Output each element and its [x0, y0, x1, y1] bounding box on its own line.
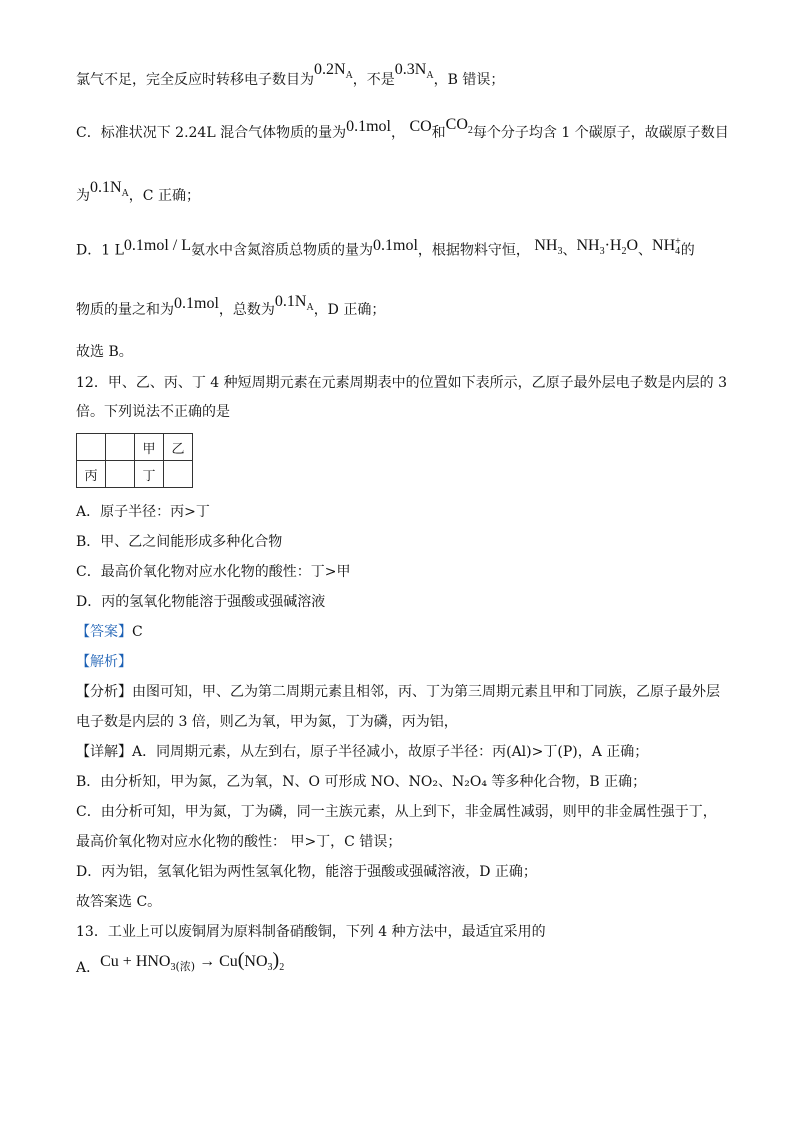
- math-0.1mol: 0.1mol: [174, 295, 219, 312]
- xiangjie-line-b: B．由分析知，甲为氮，乙为氧，N、O 可形成 NO、NO₂、N₂O₄ 等多种化合物，B 正确；: [76, 774, 647, 790]
- reaction-equation: $Cu + HNO_{3(浓)} \to Cu(NO_3)_2$: [100, 949, 285, 974]
- line-3: 为$0.1N_A$，C 正确；: [76, 179, 200, 204]
- xiangjie-line-c2: 最高价氧化物对应水化物的酸性： 甲>丁，C 错误；: [76, 834, 402, 850]
- answer-line: [76, 622, 143, 642]
- math-0.3NA: $0.3N_A$: [394, 61, 434, 82]
- math-0.1mol-per-L: 0.1mol / L: [123, 237, 191, 255]
- conclusion-line: 故选 B。: [76, 344, 133, 360]
- fenxi-line-1: 【分析】由图可知，甲、乙为第二周期元素且相邻，丙、丁为第三周期元素且甲和丁同族，乙原子最外层: [76, 684, 720, 700]
- cell-yi: 乙: [164, 434, 193, 461]
- math-NH4-plus: $NH_4^+$: [652, 236, 681, 258]
- math-NH3: $NH_3$: [534, 237, 563, 258]
- periodic-table-fragment: [76, 433, 193, 488]
- math-NH3-H2O: $NH_3\cdot H_2O$: [576, 237, 639, 258]
- analysis-tag: 【解析】: [76, 654, 132, 670]
- option-b: B．甲、乙之间能形成多种化合物: [76, 534, 283, 550]
- question-12-line-2: 倍。下列说法不正确的是: [76, 404, 230, 420]
- answer-value: C: [132, 624, 143, 640]
- math-0.1mol: 0.1mol: [346, 118, 391, 135]
- math-0.1NA: $0.1N_A$: [274, 293, 314, 314]
- xiangjie-line-d: D．丙为铝，氢氧化铝为两性氢氧化物，能溶于强酸或强碱溶液，D 正确；: [76, 864, 537, 880]
- math-0.2NA: $0.2N_A$: [314, 61, 353, 82]
- fenxi-line-2: 电子数是内层的 3 倍，则乙为氧，甲为氮，丁为磷，丙为铝，: [76, 714, 458, 730]
- line-5: 物质的量之和为0.1mol，总数为$0.1N_A$，D 正确；: [76, 293, 386, 318]
- question-13: 13．工业上可以废铜屑为原料制备硝酸铜，下列 4 种方法中，最适宜采用的: [76, 924, 546, 940]
- question-13-option-a: A．$Cu + HNO_{3(浓)} \to Cu(NO_3)_2$: [76, 949, 285, 976]
- line-1: 氯气不足，完全反应时转移电子数目为$0.2N_A$，不是$0.3N_A$，B 错误；: [76, 61, 505, 88]
- line-4: D．1 L0.1mol / L氨水中含氮溶质总物质的量为0.1mol，根据物料守恒， $NH_3$、$NH_3\cdot H_2O$、$NH_4^+$的: [76, 236, 695, 259]
- answer-tag: 【答案】: [76, 624, 132, 640]
- cell-jia: 甲: [135, 434, 164, 461]
- math-0.1mol: 0.1mol: [373, 237, 418, 255]
- math-0.1NA: $0.1N_A$: [90, 179, 129, 200]
- math-CO2: $CO_2$: [445, 116, 473, 137]
- xiangjie-end: 故答案选 C。: [76, 894, 162, 910]
- question-12-line-1: 12．甲、乙、丙、丁 4 种短周期元素在元素周期表中的位置如下表所示，乙原子最外层电子数是内层的 3: [76, 375, 727, 391]
- fenxi-tag: 【分析】: [76, 684, 132, 700]
- line-2: C．标准状况下 2.24L 混合气体物质的量为0.1mol， CO和$CO_2$每个分子均含 1 个碳原子，故碳原子数目: [76, 116, 729, 141]
- option-d: D．丙的氢氧化物能溶于强酸或强碱溶液: [76, 594, 326, 610]
- xiangjie-line-c1: C．由分析可知，甲为氮，丁为磷，同一主族元素，从上到下，非金属性减弱，则甲的非金属性强于丁，: [76, 804, 717, 820]
- option-c: C．最高价氧化物对应水化物的酸性：丁>甲: [76, 564, 351, 580]
- cell-ding: 丁: [135, 461, 164, 488]
- xiangjie-tag: 【详解】: [76, 744, 132, 760]
- math-CO: CO: [409, 118, 432, 135]
- xiangjie-line-a: 【详解】A．同周期元素，从左到右，原子半径减小，故原子半径：丙(Al)>丁(P)，A 正确；: [76, 744, 649, 760]
- cell-bing: 丙: [77, 461, 106, 488]
- analysis-line: [76, 652, 132, 672]
- option-a: A．原子半径：丙>丁: [76, 504, 210, 520]
